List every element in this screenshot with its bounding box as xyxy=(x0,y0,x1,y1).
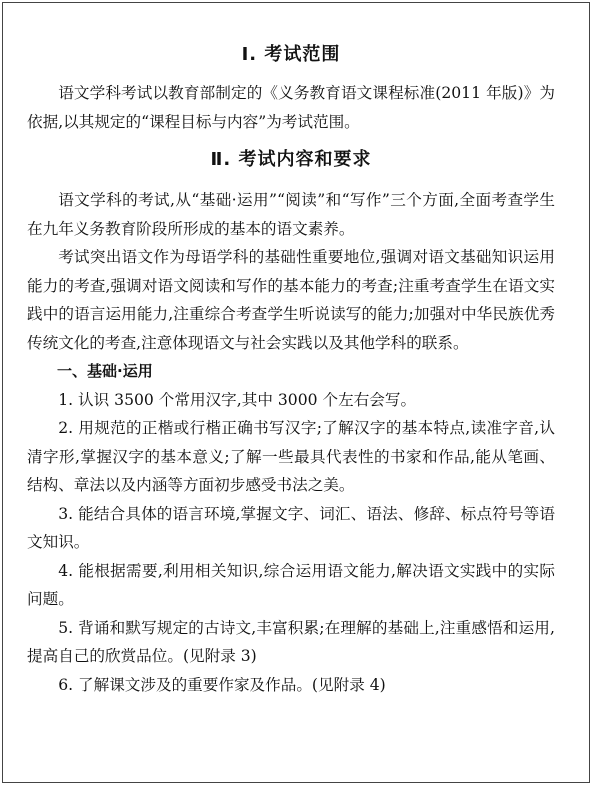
list-item: 5. 背诵和默写规定的古诗文,丰富积累;在理解的基础上,注重感悟和运用,提高自己的欣赏品位。(见附录 3) xyxy=(27,618,555,665)
page-content xyxy=(27,41,555,699)
list-item: 1. 认识 3500 个常用汉字,其中 3000 个左右会写。 xyxy=(58,390,417,409)
exam-scope-paragraph: 语文学科考试以教育部制定的《义务教育语文课程标准(2011 年版)》为依据,以其规定的“课程目标与内容”为考试范围。 xyxy=(27,84,555,131)
section-title-exam-content: Ⅱ. 考试内容和要求 xyxy=(210,149,372,170)
list-item: 3. 能结合具体的语言环境,掌握文字、词汇、语法、修辞、标点符号等语文知识。 xyxy=(27,504,555,551)
exam-content-paragraph-2: 考试突出语文作为母语学科的基础性重要地位,强调对语文基础知识运用能力的考查,强调对语文阅读和写作的基本能力的考查;注重考查学生在语文实践中的语言运用能力,注重综合考查学生听说读写的能力;加强对中华民族优秀传统文化的考查,注意体现语文与社会实践以及其他学科的联系。 xyxy=(27,248,555,352)
exam-content-paragraph-1: 语文学科的考试,从“基础·运用”“阅读”和“写作”三个方面,全面考查学生在九年义务教育阶段所形成的基本的语文素养。 xyxy=(27,191,555,238)
document-page xyxy=(2,2,590,783)
subsection-heading-basics: 一、基础·运用 xyxy=(57,362,153,380)
list-item: 6. 了解课文涉及的重要作家及作品。(见附录 4) xyxy=(58,675,386,694)
section-title-exam-scope: Ⅰ. 考试范围 xyxy=(241,44,341,65)
list-item: 4. 能根据需要,利用相关知识,综合运用语文能力,解决语文实践中的实际问题。 xyxy=(27,561,555,608)
list-item: 2. 用规范的正楷或行楷正确书写汉字;了解汉字的基本特点,读准字音,认清字形,掌握汉字的基本意义;了解一些最具代表性的书家和作品,能从笔画、结构、章法以及内涵等方面初步感受书法之美。 xyxy=(27,419,555,494)
